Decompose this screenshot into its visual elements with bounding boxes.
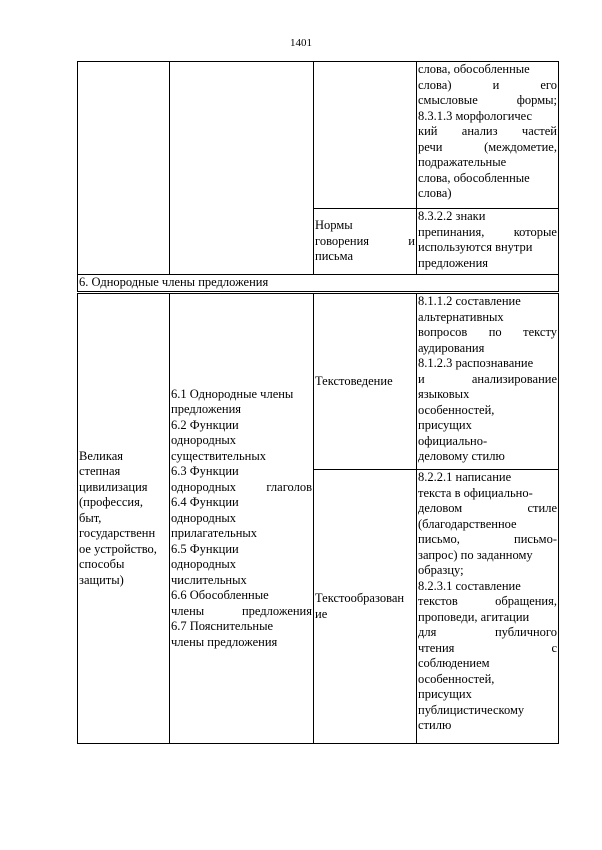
cell-line: особенностей, xyxy=(418,402,495,417)
cell-line: Нормы xyxy=(315,218,353,233)
cell-line: запрос) по заданному xyxy=(418,547,533,562)
cell-line: стилю xyxy=(418,718,452,732)
table-cell xyxy=(78,62,170,275)
cell-line: особенностей, xyxy=(418,671,495,686)
table-cell xyxy=(314,293,417,470)
cell-line: образцу; xyxy=(418,563,464,577)
cell-line: соблюдением xyxy=(418,656,490,670)
cell-line: текстов обращения, xyxy=(418,594,557,608)
cell-line: языковых xyxy=(418,387,470,401)
cell-line: однородных xyxy=(171,557,237,572)
cell-line: члены предложения xyxy=(171,603,312,618)
cell-line: однородных xyxy=(171,510,237,525)
cell-line: слова, обособленные xyxy=(418,170,530,185)
cell-line: прилагательных xyxy=(171,526,258,541)
cell-line: степная xyxy=(79,464,121,479)
cell-line: альтернативных xyxy=(418,309,504,324)
cell-line: 6.7 Пояснительные xyxy=(171,619,274,634)
table-cell xyxy=(417,209,559,275)
cell-line: 8.3.2.2 знаки xyxy=(418,209,486,223)
cell-line: слова) и его xyxy=(418,77,557,92)
cell-line: (профессия, xyxy=(79,495,143,510)
cell-line: текста в официально- xyxy=(418,485,533,500)
cell-line: 6.4 Функции xyxy=(171,495,239,510)
cell-line: слова) xyxy=(418,186,452,200)
cell-line: слова, обособленные xyxy=(418,62,530,76)
cell-line: 6.3 Функции xyxy=(171,464,239,479)
cell-line: кий анализ частей xyxy=(418,124,557,138)
cell-line: смысловые формы; xyxy=(418,93,557,107)
cell-line: вопросов по тексту xyxy=(418,325,557,339)
cell-line: предложения xyxy=(418,255,489,270)
cell-line: официально- xyxy=(418,433,488,448)
cell-line: препинания, которые xyxy=(418,224,557,239)
section-title: 6. Однородные члены предложения xyxy=(78,275,559,293)
cell-line: деловому стилю xyxy=(418,449,505,463)
cell-line: способы xyxy=(79,557,125,572)
cell-line: для публичного xyxy=(418,625,557,639)
cell-line: 6.6 Обособленные xyxy=(171,588,269,603)
cell-line: чтения с xyxy=(418,640,557,655)
table-cell xyxy=(417,293,559,470)
cell-line: 8.1.2.3 распознавание xyxy=(418,356,534,370)
cell-line: подражательные xyxy=(418,155,507,169)
table-cell xyxy=(314,209,417,275)
cell-line: однородных глаголов xyxy=(171,479,312,494)
cell-line: присущих xyxy=(418,418,472,432)
cell-line: 8.3.1.3 морфологичес xyxy=(418,108,533,123)
cell-line: деловом стиле xyxy=(418,501,557,515)
table-row xyxy=(78,275,559,293)
cell-line: ое устройство, xyxy=(79,541,157,556)
cell-line: проповеди, агитации xyxy=(418,609,530,624)
table-row xyxy=(78,293,559,470)
cell-line: 8.1.1.2 составление xyxy=(418,294,521,308)
cell-line: речи (междометие, xyxy=(418,139,557,154)
cell-line: цивилизация xyxy=(79,479,148,494)
cell-line: Великая xyxy=(79,448,123,463)
cell-line: аудирования xyxy=(418,340,485,355)
cell-line: (благодарственное xyxy=(418,516,517,531)
table-cell xyxy=(417,62,559,209)
cell-line: члены предложения xyxy=(171,634,278,649)
cell-line: говорения и xyxy=(315,233,415,248)
cell-line: государственн xyxy=(79,526,156,541)
cell-line: быт, xyxy=(79,510,102,525)
cell-line: 8.2.3.1 составление xyxy=(418,578,521,593)
cell-line: однородных xyxy=(171,433,237,448)
cell-line: защиты) xyxy=(79,572,124,587)
table-cell xyxy=(170,293,314,744)
table-row xyxy=(78,62,559,209)
cell-line: используются внутри xyxy=(418,240,533,254)
cell-line: присущих xyxy=(418,687,472,701)
cell-line: публицистическому xyxy=(418,702,525,717)
table-cell xyxy=(78,293,170,744)
cell-line: ие xyxy=(315,606,328,621)
cell-line: письмо, письмо- xyxy=(418,532,557,546)
table-cell xyxy=(417,470,559,744)
cell-line: числительных xyxy=(171,572,247,587)
cell-line: 8.2.2.1 написание xyxy=(418,470,512,484)
table-cell xyxy=(314,62,417,209)
cell-line: 6.5 Функции xyxy=(171,541,239,556)
table-cell xyxy=(314,470,417,744)
cell-line: Текстоведение xyxy=(315,373,393,388)
cell-line: 6.1 Однородные члены xyxy=(171,386,294,401)
curriculum-table xyxy=(77,61,559,744)
cell-line: Текстообразован xyxy=(315,591,405,605)
table-cell xyxy=(170,62,314,275)
cell-line: письма xyxy=(315,249,354,264)
cell-line: 6.2 Функции xyxy=(171,417,239,432)
cell-line: предложения xyxy=(171,402,242,417)
cell-line: и анализирование xyxy=(418,371,557,386)
cell-line: существительных xyxy=(171,448,267,463)
page-number: 1401 xyxy=(290,37,312,49)
